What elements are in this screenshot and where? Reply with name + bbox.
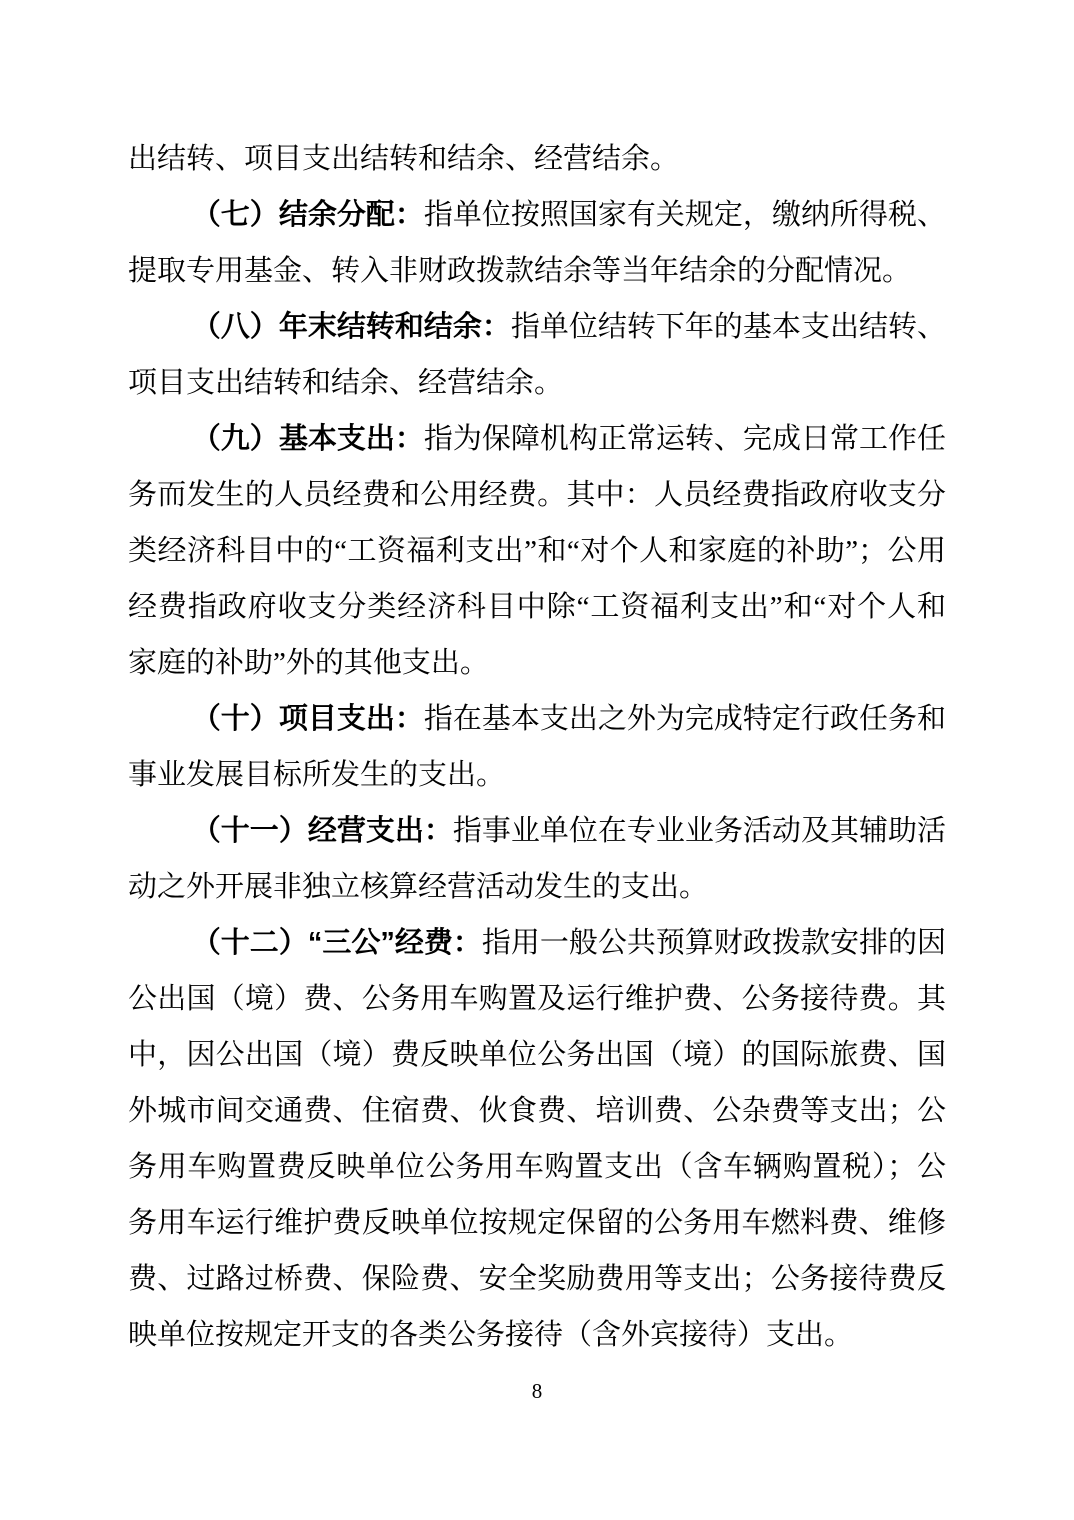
paragraph (128, 691, 946, 803)
paragraph (128, 187, 946, 299)
paragraph (128, 131, 946, 187)
paragraph (128, 803, 946, 915)
term-definition: 出结转、项目支出结转和结余、经营结余。 (128, 143, 680, 175)
term-definition: 指单位结转下年的基本支出结转、项目支出结转和结余、经营结余。 (128, 311, 946, 399)
paragraph (128, 915, 946, 1363)
term-definition: 指在基本支出之外为完成特定行政任务和事业发展目标所发生的支出。 (128, 703, 946, 791)
document-body (128, 131, 946, 1363)
term-label: （十一）经营支出： (191, 815, 453, 847)
term-definition: 指用一般公共预算财政拨款安排的因公出国（境）费、公务用车购置及运行维护费、公务接待费。其中，因公出国（境）费反映单位公务出国（境）的国际旅费、国外城市间交通费、住宿费、伙食费、培训费、公杂费等支出；公务用车购置费反映单位公务用车购置支出（含车辆购置税）；公务用车运行维护费反映单位按规定保留的公务用车燃料费、维修费、过路过桥费、保险费、安全奖励费用等支出；公务接待费反映单位按规定开支的各类公务接待（含外宾接待）支出。 (128, 927, 946, 1351)
term-label: （十二）“三公”经费： (191, 927, 482, 959)
term-definition: 指为保障机构正常运转、完成日常工作任务而发生的人员经费和公用经费。其中：人员经费指政府收支分类经济科目中的“工资福利支出”和“对个人和家庭的补助”；公用经费指政府收支分类经济科目中除“工资福利支出”和“对个人和家庭的补助”外的其他支出。 (128, 423, 946, 679)
page-number: 8 (531, 1379, 543, 1403)
term-definition: 指事业单位在专业业务活动及其辅助活动之外开展非独立核算经营活动发生的支出。 (128, 815, 946, 903)
term-label: （九）基本支出： (191, 423, 424, 455)
term-label: （八）年末结转和结余： (191, 311, 511, 343)
term-label: （七）结余分配： (191, 199, 424, 231)
term-label: （十）项目支出： (191, 703, 424, 735)
paragraph (128, 411, 946, 691)
term-definition: 指单位按照国家有关规定，缴纳所得税、提取专用基金、转入非财政拨款结余等当年结余的分配情况。 (128, 199, 946, 287)
paragraph (128, 299, 946, 411)
